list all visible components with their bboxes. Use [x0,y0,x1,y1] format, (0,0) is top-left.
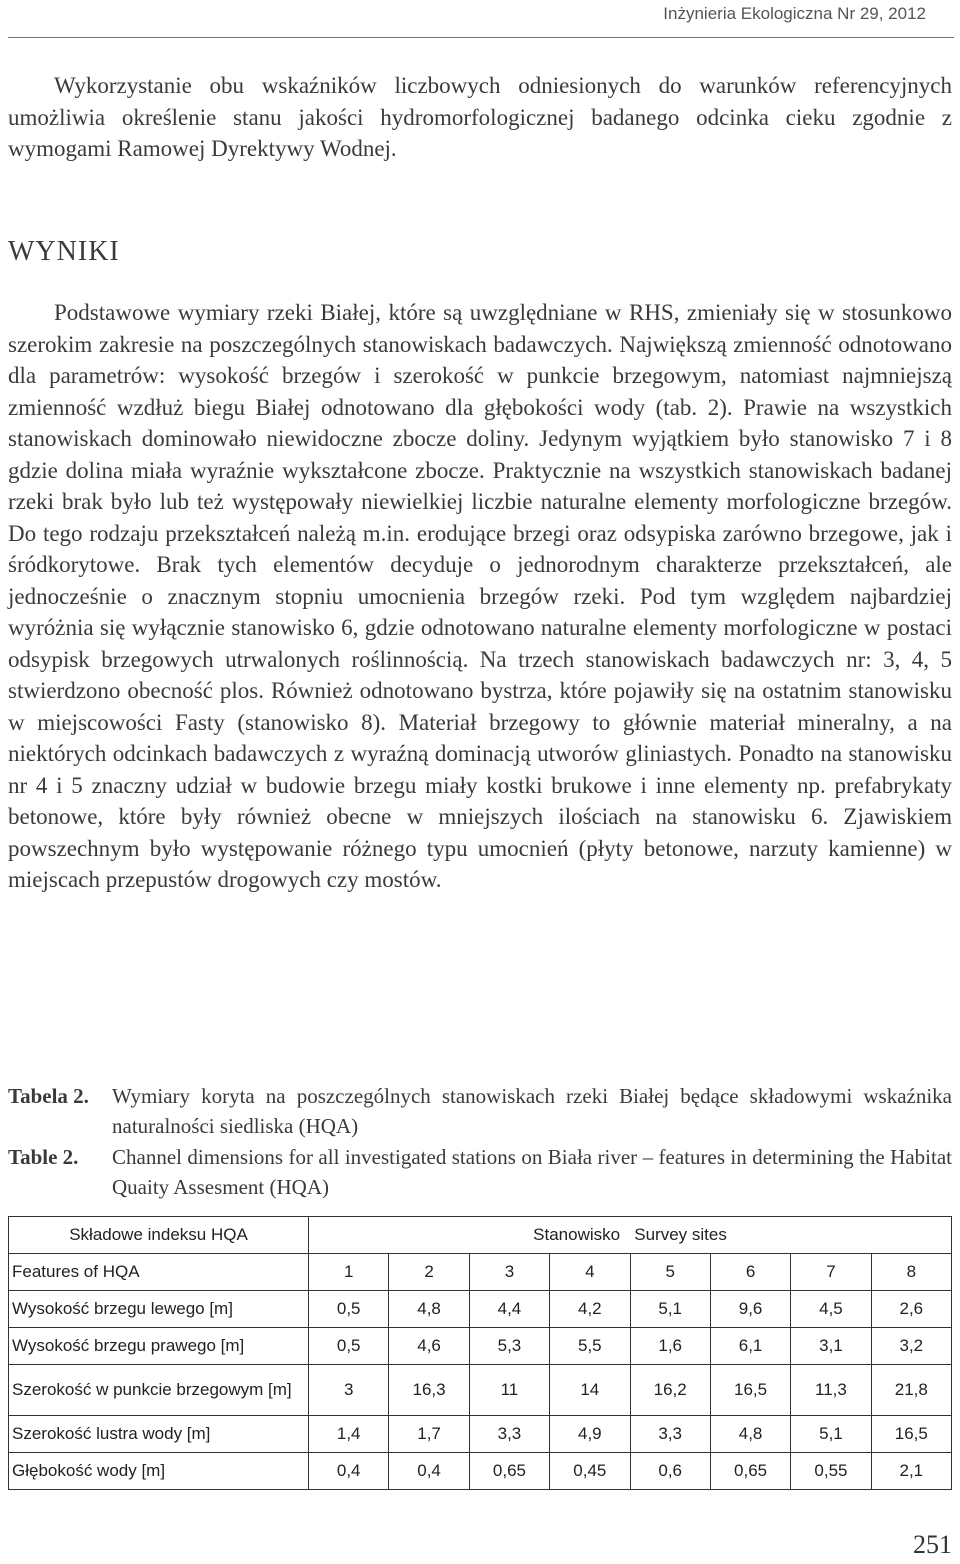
table-cell: 5,1 [791,1416,871,1453]
page-number: 251 [913,1530,952,1559]
row-label: Głębokość wody [m] [9,1453,309,1490]
table-row [9,1365,952,1416]
station-number: 3 [469,1254,549,1291]
row-label: Szerokość w punkcie brzegowym [m] [9,1365,309,1416]
section-title: WYNIKI [8,236,120,267]
table-cell: 5,3 [469,1328,549,1365]
station-number: 7 [791,1254,871,1291]
table-cell: 11 [469,1365,549,1416]
table-cell: 0,5 [309,1328,389,1365]
table-cell: 4,6 [389,1328,469,1365]
caption-label: Tabela 2. [8,1084,89,1108]
table-cell: 3,1 [791,1328,871,1365]
station-number: 8 [871,1254,951,1291]
table-cell: 5,1 [630,1291,710,1328]
table-cell: 21,8 [871,1365,951,1416]
table-caption-polish [8,1081,952,1141]
table-cell: 0,4 [309,1453,389,1490]
table-row [9,1453,952,1490]
station-number: 1 [309,1254,389,1291]
header-survey-sites: Stanowisko Survey sites [309,1217,952,1254]
row-label: Wysokość brzegu lewego [m] [9,1291,309,1328]
station-number: 6 [710,1254,790,1291]
table-cell: 5,5 [550,1328,630,1365]
station-number: 5 [630,1254,710,1291]
table-cell: 4,2 [550,1291,630,1328]
intro-paragraph: Wykorzystanie obu wskaźników liczbowych odniesionych do warunków referencyjnych umożliwia określenie stanu jakości hydromorfologicznej badanego odcinka cieku zgodnie z wymogami Ramowej Dyrektywy Wodnej. [8,73,952,161]
table-row [9,1416,952,1453]
row-label: Features of HQA [9,1254,309,1291]
journal-header: Inżynieria Ekologiczna Nr 29, 2012 [663,4,926,23]
table-cell: 0,65 [469,1453,549,1490]
table-cell: 11,3 [791,1365,871,1416]
table-cell: 3 [309,1365,389,1416]
station-number: 2 [389,1254,469,1291]
table-row [9,1328,952,1365]
hqa-table [8,1216,952,1490]
table-cell: 4,5 [791,1291,871,1328]
table-caption-english [8,1142,952,1202]
table-cell: 16,2 [630,1365,710,1416]
table-cell: 0,45 [550,1453,630,1490]
table-cell: 6,1 [710,1328,790,1365]
table-cell: 0,4 [389,1453,469,1490]
table-cell: 4,8 [710,1416,790,1453]
table-cell: 1,4 [309,1416,389,1453]
table-cell: 3,3 [469,1416,549,1453]
table-row [9,1291,952,1328]
table-cell: 9,6 [710,1291,790,1328]
table-cell: 14 [550,1365,630,1416]
table-cell: 2,6 [871,1291,951,1328]
caption-label: Table 2. [8,1145,79,1169]
table-cell: 3,2 [871,1328,951,1365]
table-cell: 4,9 [550,1416,630,1453]
results-paragraph: Podstawowe wymiary rzeki Białej, które są uwzględniane w RHS, zmieniały się w stosunkowo szerokim zakresie na poszczególnych stanowiskach badawczych. Największą zmienność odnotowano dla parametrów: wysokość brzegów i szerokość w punkcie brzegowym, natomiast najmniejszą zmienność wzdłuż biegu Białej odnotowano dla głębokości wody (tab. 2). Prawie na wszystkich stanowiskach dominowało niewidoczne zbocze doliny. Jedynym wyjątkiem było stanowisko 7 i 8 gdzie dolina miała wyraźnie wykształcone zbocze. Praktycznie na wszystkich stanowiskach badanej rzeki brak było lub też występowały niewielkiej liczbie naturalne elementy morfologiczne brzegów. Do tego rodzaju przekształceń należą m.in. erodujące brzegi oraz odsypiska zarówno brzegowe, jak i śródkorytowe. Brak tych elementów decyduje o jednorodnym charakterze przekształceń, ale jednocześnie o znacznym stopniu umocnienia brzegów rzeki. Pod tym względem najbardziej wyróżnia się wyłącznie stanowisko 6, gdzie odnotowano naturalne elementy morfologiczne w postaci odsypisk brzegowych utrwalonych roślinnością. Na trzech stanowiskach badawczych nr: 3, 4, 5 stwierdzono obecność plos. Również odnotowano bystrza, które pojawiły się na ostatnim stanowisku w miejscowości Fasty (stanowisko 8). Materiał brzegowy to głównie materiał mineralny, a na niektórych odcinkach badawczych z wyraźną dominacją utworów gliniastych. Ponadto na stanowisku nr 4 i 5 znaczny udział w budowie brzegu miały kostki brukowe i inne elementy np. prefabrykaty betonowe, które były również obecne w mniejszych ilościach na stanowisku 6. Zjawiskiem powszechnym było występowanie różnego typu umocnień (płyty betonowe, narzuty kamienne) w miejscach przepustów drogowych czy mostów. [8,300,952,892]
table-cell: 1,7 [389,1416,469,1453]
table-cell: 16,3 [389,1365,469,1416]
row-label: Szerokość lustra wody [m] [9,1416,309,1453]
row-label: Wysokość brzegu prawego [m] [9,1328,309,1365]
table-cell: 2,1 [871,1453,951,1490]
table-cell: 4,8 [389,1291,469,1328]
table-cell: 0,55 [791,1453,871,1490]
caption-text: Channel dimensions for all investigated stations on Biała river – features in determining the Habitat Quaity Assesment (HQA) [112,1145,952,1199]
table-cell: 0,5 [309,1291,389,1328]
table-cell: 16,5 [871,1416,951,1453]
header-divider [8,37,954,38]
table-cell: 3,3 [630,1416,710,1453]
caption-text: Wymiary koryta na poszczególnych stanowiskach rzeki Białej będące składowymi wskaźnika naturalności siedliska (HQA) [112,1084,952,1138]
table-cell: 0,65 [710,1453,790,1490]
table-cell: 4,4 [469,1291,549,1328]
table-cell: 16,5 [710,1365,790,1416]
station-number: 4 [550,1254,630,1291]
intro-section [8,70,952,165]
table-header-row [9,1217,952,1254]
header-hqa-components: Składowe indeksu HQA [9,1217,309,1254]
table-row [9,1254,952,1291]
table-cell: 1,6 [630,1328,710,1365]
table-cell: 0,6 [630,1453,710,1490]
results-section [8,297,952,896]
